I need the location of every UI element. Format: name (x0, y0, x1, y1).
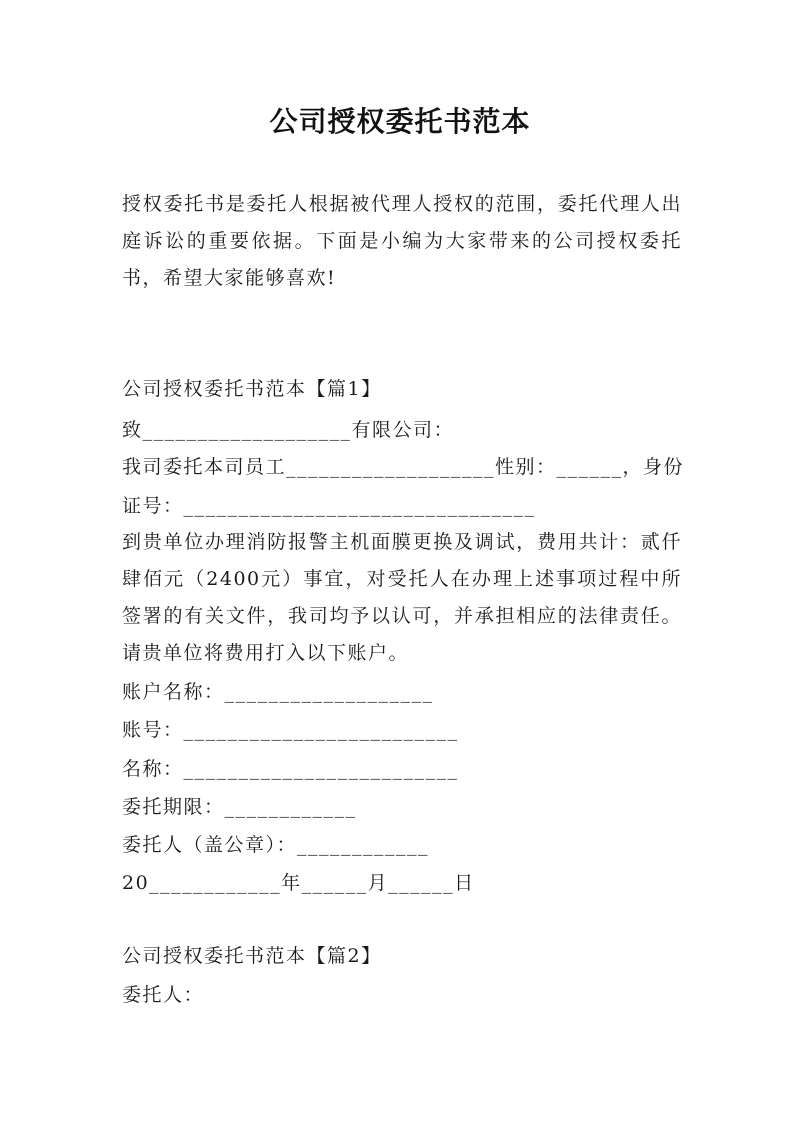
name-field: 名称：_________________________ (122, 758, 459, 780)
account-number-field: 账号：_________________________ (122, 719, 459, 741)
authorization-body: 到贵单位办理消防报警主机面膜更换及调试，费用共计：贰仟肆佰元（2400元）事宜，对受托人在办理上述事项过程中所签署的有关文件，我司均予以认可，并承担相应的法律责任。请贵单位将费用打入以下账户。 (122, 531, 682, 664)
section2-heading: 公司授权委托书范本【篇2】 (122, 945, 382, 967)
principal-seal-field: 委托人（盖公章）：____________ (122, 834, 430, 856)
date-field: 20____________年______月______日 (122, 872, 475, 894)
term-field: 委托期限：____________ (122, 796, 357, 818)
addressee-line: 致___________________有限公司： (122, 419, 455, 441)
intro-paragraph: 授权委托书是委托人根据被代理人授权的范围，委托代理人出庭诉讼的重要依据。下面是小编为大家带来的公司授权委托书，希望大家能够喜欢! (122, 193, 682, 289)
section1-heading: 公司授权委托书范本【篇1】 (122, 378, 382, 400)
id-number-line: 证号：________________________________ (122, 495, 536, 517)
account-name-field: 账户名称：___________________ (122, 681, 434, 703)
section2-principal-line: 委托人： (122, 984, 205, 1006)
employee-line: 我司委托本司员工___________________性别：______，身份 (122, 456, 685, 478)
document-title: 公司授权委托书范本 (269, 105, 531, 138)
